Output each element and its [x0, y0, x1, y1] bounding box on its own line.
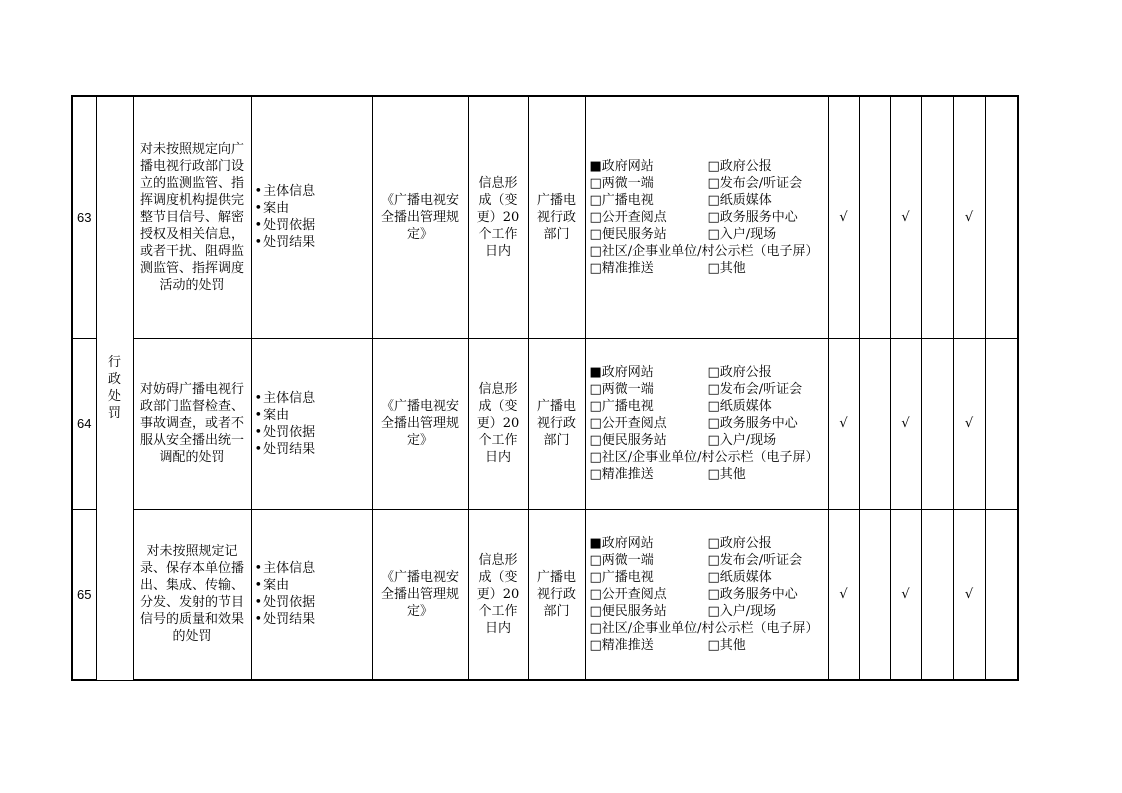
check-mark: √ [953, 338, 985, 509]
channel-checkbox[interactable]: □政务服务中心 [707, 586, 798, 602]
empty-cell [921, 338, 953, 509]
channel-checkbox[interactable]: □社区/企事业单位/村公示栏（电子屏） [589, 620, 819, 636]
time-limit: 信息形成（变更）20个工作日内 [468, 338, 528, 509]
empty-cell [921, 509, 953, 680]
channel-checkbox[interactable]: □其他 [707, 467, 746, 482]
channel-checkbox[interactable]: □发布会/听证会 [707, 175, 803, 191]
channel-checkbox[interactable]: □广播电视 [589, 192, 654, 208]
check-mark: √ [890, 96, 921, 338]
table-row [72, 509, 1018, 680]
row-number: 65 [72, 509, 96, 680]
time-limit: 信息形成（变更）20个工作日内 [468, 96, 528, 338]
empty-cell [985, 96, 1018, 338]
channel-checkbox[interactable]: □入户/现场 [707, 226, 777, 242]
channel-checkbox[interactable]: □精准推送 [589, 467, 654, 482]
legal-basis: 《广播电视安全播出管理规定》 [372, 338, 468, 509]
content-item: • 处罚结果 [255, 234, 372, 251]
channel-checkbox[interactable]: □两微一端 [589, 382, 654, 397]
check-mark: √ [890, 509, 921, 680]
check-mark: √ [828, 338, 859, 509]
empty-cell [921, 96, 953, 338]
content-item: • 处罚结果 [255, 441, 372, 458]
channel-checkbox[interactable]: □入户/现场 [707, 433, 777, 448]
content-item: • 处罚结果 [255, 611, 372, 628]
channel-checkbox[interactable]: ■政府网站 [589, 365, 654, 380]
department: 广播电视行政部门 [528, 96, 585, 338]
department: 广播电视行政部门 [528, 338, 585, 509]
channel-checkbox[interactable]: □其他 [707, 260, 746, 276]
content-item: • 案由 [255, 577, 372, 594]
channel-checkbox[interactable]: □广播电视 [589, 399, 654, 414]
disclosure-content [251, 96, 372, 338]
empty-cell [985, 338, 1018, 509]
channel-checkbox[interactable]: □政务服务中心 [707, 416, 798, 431]
disclosure-content [251, 509, 372, 680]
department: 广播电视行政部门 [528, 509, 585, 680]
channel-checkbox[interactable]: □发布会/听证会 [707, 382, 803, 397]
disclosure-channels [585, 96, 828, 338]
content-item: • 案由 [255, 200, 372, 217]
channel-checkbox[interactable]: □政务服务中心 [707, 209, 798, 225]
channel-checkbox[interactable]: □公开查阅点 [589, 416, 667, 431]
empty-cell [859, 96, 890, 338]
item-name: 对妨碍广播电视行政部门监督检查、事故调查，或者不服从安全播出统一调配的处罚 [133, 338, 251, 509]
channel-checkbox[interactable]: □政府公报 [707, 158, 772, 174]
disclosure-channels [585, 509, 828, 680]
disclosure-channels [585, 338, 828, 509]
channel-checkbox[interactable]: □公开查阅点 [589, 209, 667, 225]
channel-checkbox[interactable]: □便民服务站 [589, 603, 667, 619]
disclosure-table [71, 95, 1019, 681]
content-item: • 案由 [255, 407, 372, 424]
empty-cell [859, 338, 890, 509]
item-name: 对未按照规定向广播电视行政部门设立的监测监管、指挥调度机构提供完整节目信号、解密授权及相关信息，或者干扰、阻碍监测监管、指挥调度活动的处罚 [133, 96, 251, 338]
channel-checkbox[interactable]: □精准推送 [589, 260, 654, 276]
channel-checkbox[interactable]: □政府公报 [707, 535, 772, 551]
check-mark: √ [828, 509, 859, 680]
channel-checkbox[interactable]: □纸质媒体 [707, 399, 772, 414]
time-limit: 信息形成（变更）20个工作日内 [468, 509, 528, 680]
channel-checkbox[interactable]: □便民服务站 [589, 433, 667, 448]
row-number: 63 [72, 96, 96, 338]
empty-cell [859, 509, 890, 680]
check-mark: √ [890, 338, 921, 509]
empty-cell [985, 509, 1018, 680]
disclosure-content [251, 338, 372, 509]
row-number: 64 [72, 338, 96, 509]
channel-checkbox[interactable]: □两微一端 [589, 175, 654, 191]
content-item: • 处罚依据 [255, 594, 372, 611]
channel-checkbox[interactable]: ■政府网站 [589, 158, 654, 174]
channel-checkbox[interactable]: □社区/企事业单位/村公示栏（电子屏） [589, 243, 819, 259]
item-name: 对未按照规定记录、保存本单位播出、集成、传输、分发、发射的节目信号的质量和效果的处罚 [133, 509, 251, 680]
check-mark: √ [953, 96, 985, 338]
category-cell [96, 96, 133, 680]
channel-checkbox[interactable]: □社区/企事业单位/村公示栏（电子屏） [589, 450, 819, 465]
content-item: • 主体信息 [255, 183, 372, 200]
check-mark: √ [953, 509, 985, 680]
check-mark: √ [828, 96, 859, 338]
legal-basis: 《广播电视安全播出管理规定》 [372, 96, 468, 338]
table-row [72, 96, 1018, 338]
channel-checkbox[interactable]: □发布会/听证会 [707, 552, 803, 568]
channel-checkbox[interactable]: □纸质媒体 [707, 569, 772, 585]
legal-basis: 《广播电视安全播出管理规定》 [372, 509, 468, 680]
category-label: 行政处罚 [107, 355, 121, 422]
content-item: • 主体信息 [255, 560, 372, 577]
content-item: • 处罚依据 [255, 424, 372, 441]
channel-checkbox[interactable]: □便民服务站 [589, 226, 667, 242]
content-item: • 主体信息 [255, 390, 372, 407]
table-row [72, 338, 1018, 509]
channel-checkbox[interactable]: □政府公报 [707, 365, 772, 380]
channel-checkbox[interactable]: □精准推送 [589, 637, 654, 653]
channel-checkbox[interactable]: ■政府网站 [589, 535, 654, 551]
channel-checkbox[interactable]: □纸质媒体 [707, 192, 772, 208]
channel-checkbox[interactable]: □广播电视 [589, 569, 654, 585]
channel-checkbox[interactable]: □公开查阅点 [589, 586, 667, 602]
channel-checkbox[interactable]: □两微一端 [589, 552, 654, 568]
channel-checkbox[interactable]: □其他 [707, 637, 746, 653]
channel-checkbox[interactable]: □入户/现场 [707, 603, 777, 619]
content-item: • 处罚依据 [255, 217, 372, 234]
